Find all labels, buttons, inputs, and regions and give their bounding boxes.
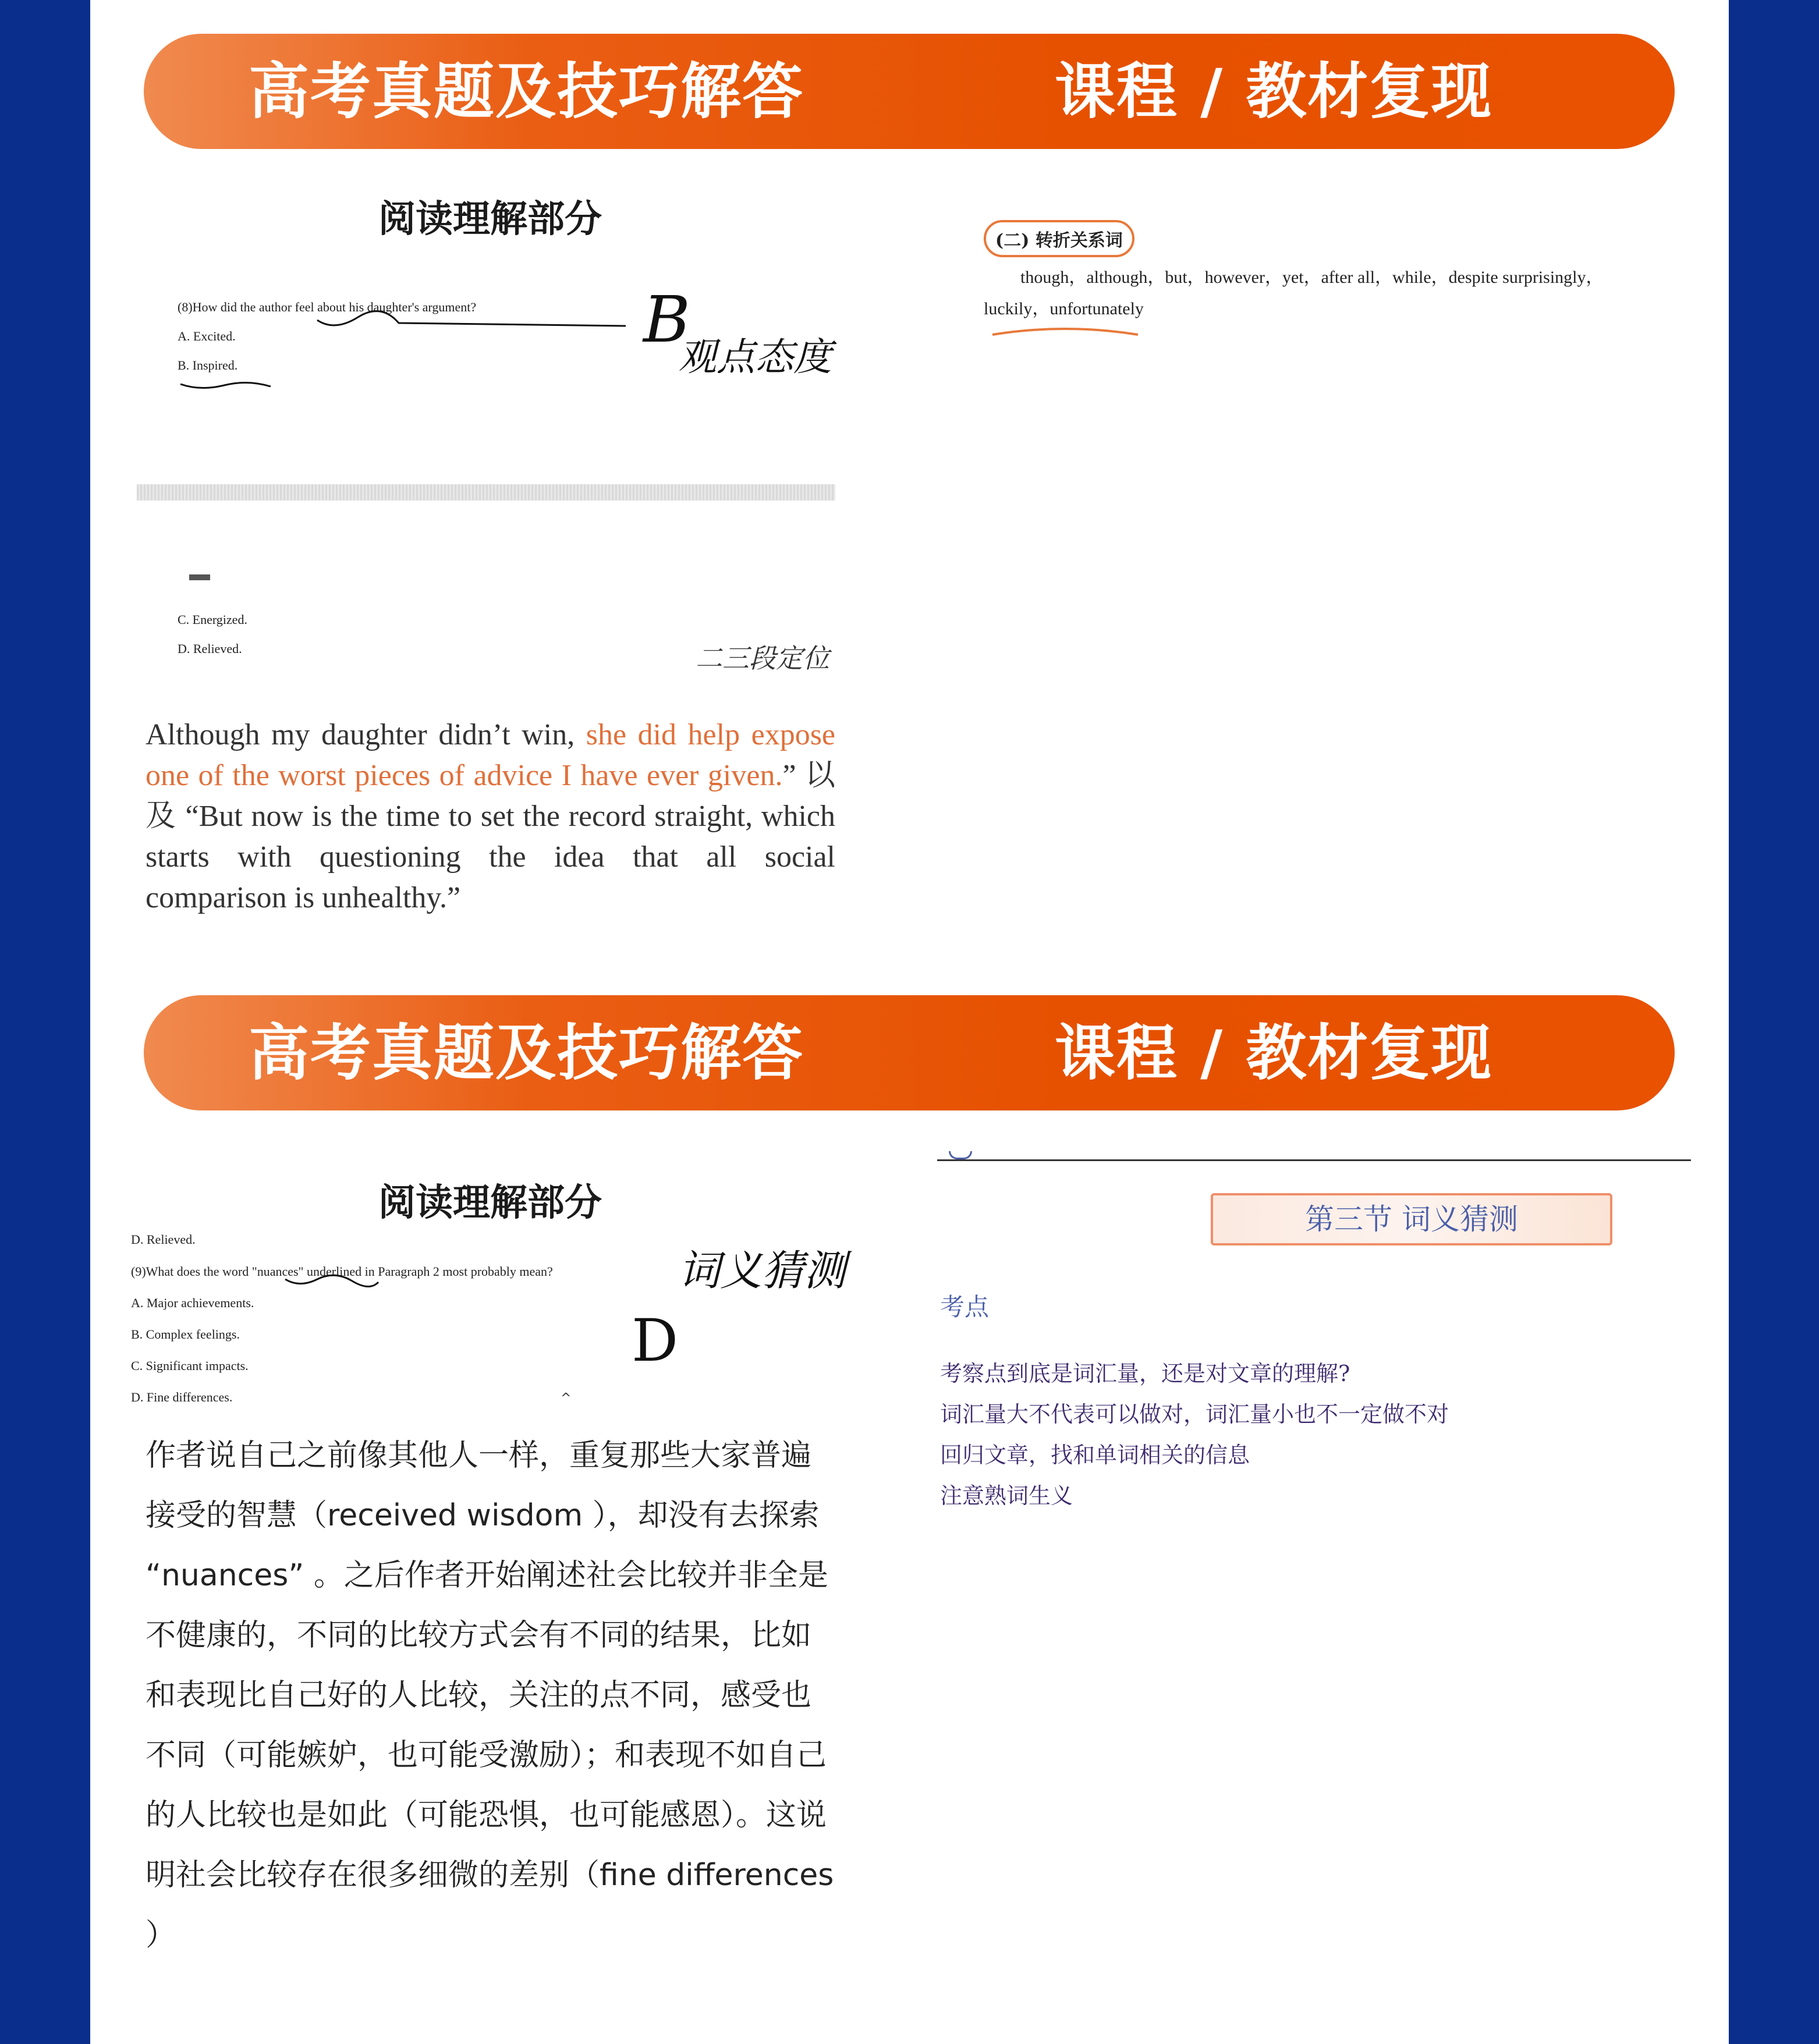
q9-option-c: C. Significant impacts.: [131, 1358, 249, 1373]
textbook-tag: (二) 转折关系词: [984, 220, 1134, 257]
kaodian-line-1: 考察点到底是词汇量，还是对文章的理解?: [940, 1361, 1350, 1386]
textbook-logo-fragment: [949, 1151, 972, 1159]
nuances-underline: [282, 1271, 381, 1291]
textbook-section-title: 第三节 词义猜测: [1211, 1193, 1612, 1245]
kaodian-list: [940, 1353, 1449, 1516]
kaodian-line-3: 回归文章，找和单词相关的信息: [940, 1442, 1250, 1468]
handwritten-answer-d: D: [632, 1307, 679, 1375]
english-passage: [146, 715, 835, 918]
kaodian-heading: 考点: [940, 1293, 990, 1321]
handwritten-underline: [311, 306, 637, 335]
option-b: B. Inspired.: [178, 358, 238, 372]
textbook-arc: [990, 326, 1141, 338]
handwritten-note-dingwei: 二三段定位: [696, 643, 829, 674]
scan-divider: [137, 484, 835, 501]
textbook-rule: [937, 1159, 1691, 1161]
question-8: (8)How did the author feel about his daughter's argument?: [178, 300, 477, 314]
passage-part2: ” 以及 “But now is the time to set the record straight, which starts with questioning the idea that all social comparison is unhealthy.”: [146, 759, 835, 914]
caret-mark: ^: [561, 1391, 572, 1406]
section2-title: 阅读理解部分: [378, 1181, 602, 1225]
option-a: A. Excited.: [178, 329, 236, 343]
banner-1: [144, 34, 1675, 149]
passage-highlight: she did help expose one of the worst pieces of advice I have ever given.: [146, 718, 836, 792]
banner-2: [144, 995, 1675, 1110]
passage-part1: Although my daughter didn’t win,: [146, 718, 586, 751]
q9-option-a: A. Major achievements.: [131, 1296, 254, 1310]
option-d: D. Relieved.: [178, 641, 242, 656]
kaodian-line-2: 词汇量大不代表可以做对，词汇量小也不一定做不对: [940, 1401, 1449, 1427]
option-b-underline: [178, 378, 282, 396]
scan-line-1: D. Relieved.: [131, 1232, 196, 1247]
handwritten-note-ciyi: 词义猜测: [678, 1246, 846, 1295]
scan-mark: [189, 574, 210, 580]
q9-option-b: B. Complex feelings.: [131, 1327, 240, 1342]
handwritten-note-guandian: 观点态度: [678, 335, 832, 379]
banner2-title-left: 高考真题及技巧解答: [249, 1017, 804, 1088]
banner2-title-right: 课程 / 教材复现: [1055, 1017, 1493, 1088]
option-c: C. Energized.: [178, 612, 247, 627]
textbook-words: though，although，but，however，yet，after all，while，despite surprisingly，luckily，unfortunately: [984, 268, 1604, 318]
chinese-explanation: 作者说自己之前像其他人一样，重复那些大家普遍接受的智慧（received wisdom ），却没有去探索 “nuances” 。之后作者开始阐述社会比较并非全是不健康的，不同的比较方式会有不同的结果，比如和表现比自己好的人比较，关注的点不同，感受也不同（可能嫉妒，也可能受激励）；和表现不如自己的人比较也是如此（可能恐惧，也可能感恩）。这说明社会比较存在很多细微的差别（fine differences ）: [146, 1438, 834, 1953]
banner-title-left: 高考真题及技巧解答: [249, 56, 804, 127]
q9-option-d: D. Fine differences.: [131, 1390, 233, 1404]
kaodian-line-4: 注意熟词生义: [940, 1483, 1073, 1509]
handwritten-answer-b: B: [643, 282, 690, 357]
question-9: (9)What does the word "nuances" underlined in Paragraph 2 most probably mean?: [131, 1264, 553, 1279]
section1-title: 阅读理解部分: [378, 198, 602, 241]
banner-title-right: 课程 / 教材复现: [1055, 56, 1493, 127]
page-paper: [90, 0, 1729, 2044]
